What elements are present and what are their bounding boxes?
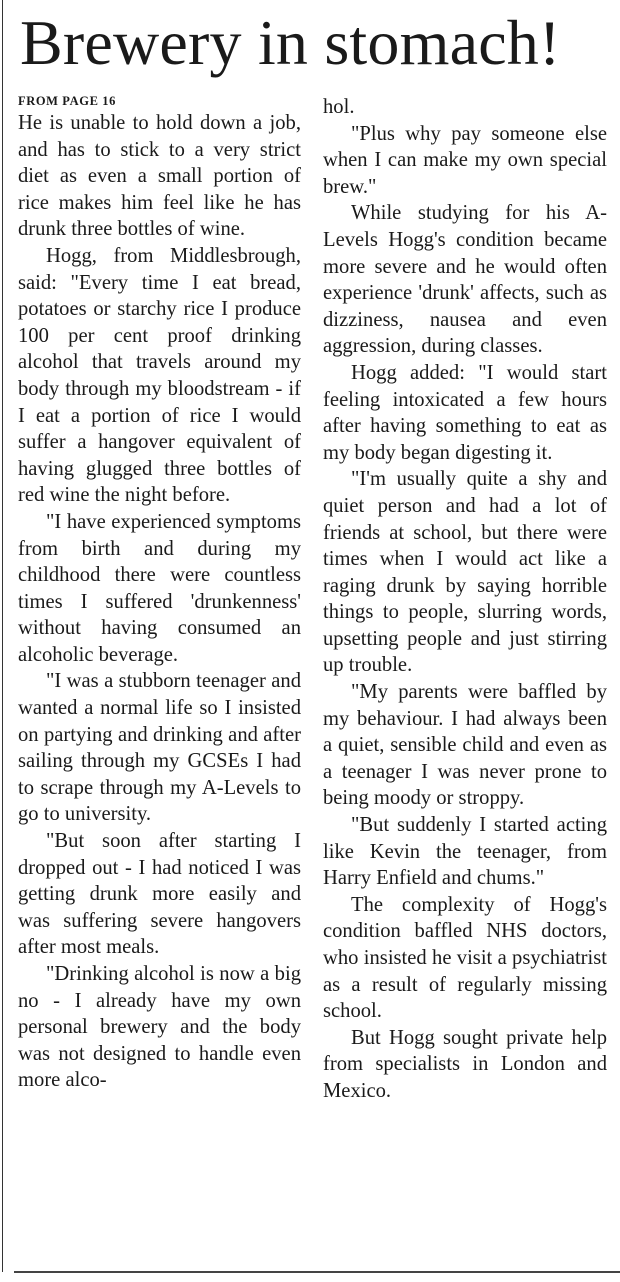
article-paragraph: While studying for his A-Levels Hogg's condition became more severe and he would often experience 'drunk' affects, such as dizziness, nausea and even aggression, during classes. <box>323 202 607 358</box>
article-paragraph: "I was a stubborn teenager and wanted a normal life so I insisted on partying and drinking and after sailing through my GCSEs I had to scrape through my A-Levels to go to university. <box>18 670 301 826</box>
article-paragraph: hol. <box>323 96 355 118</box>
article-paragraph: "Drinking alcohol is now a big no - I already have my own personal brewery and the body was not designed to handle even more alco- <box>18 963 301 1092</box>
headline: Brewery in stomach! <box>20 7 561 78</box>
article-paragraph: The complexity of Hogg's condition baffled NHS doctors, who insisted he visit a psychiatrist as a result of regularly missing school. <box>323 893 607 1023</box>
article-paragraph: "My parents were baffled by my behaviour. I had always been a quiet, sensible child and even as a teenager I was never prone to being moody or stroppy. <box>323 681 607 810</box>
article-paragraph: Hogg added: "I would start feeling intoxicated a few hours after having something to eat as my body began digesting it. <box>323 361 607 464</box>
article-paragraph: "I'm usually quite a shy and quiet person and had a lot of friends at school, but there were times when I would act like a raging drunk by saying horrible things to people, slurring words, upsetting people and just stirring up trouble. <box>323 468 607 677</box>
article-paragraph: "But suddenly I started acting like Kevin the teenager, from Harry Enfield and chums." <box>323 814 607 890</box>
article-column-left <box>18 94 301 1094</box>
article-paragraph: "Plus why pay someone else when I can make my own special brew." <box>323 122 607 198</box>
continued-from-label: FROM PAGE 16 <box>18 94 116 108</box>
bottom-rule <box>14 1271 620 1273</box>
article-paragraph: "I have experienced symptoms from birth and during my childhood there were countless times I suffered 'drunkenness' without having consumed an alcoholic beverage. <box>18 510 301 666</box>
article-paragraph: "But soon after starting I dropped out - I had noticed I was getting drunk more easily and was suffering severe hangovers after most meals. <box>18 830 301 959</box>
article-column-right <box>323 94 607 1105</box>
column-rule-left <box>2 0 3 1272</box>
article-paragraph: But Hogg sought private help from specialists in London and Mexico. <box>323 1026 607 1102</box>
article-paragraph: He is unable to hold down a job, and has to stick to a very strict diet as even a small portion of rice makes him feel like he has drunk three bottles of wine. <box>18 112 301 241</box>
article-paragraph: Hogg, from Middlesbrough, said: "Every time I eat bread, potatoes or starchy rice I produce 100 per cent proof drinking alcohol that travels around my body through my bloodstream - if I eat a portion of rice I would suffer a hangover equivalent of having glugged three bottles of red wine the night before. <box>18 244 301 507</box>
